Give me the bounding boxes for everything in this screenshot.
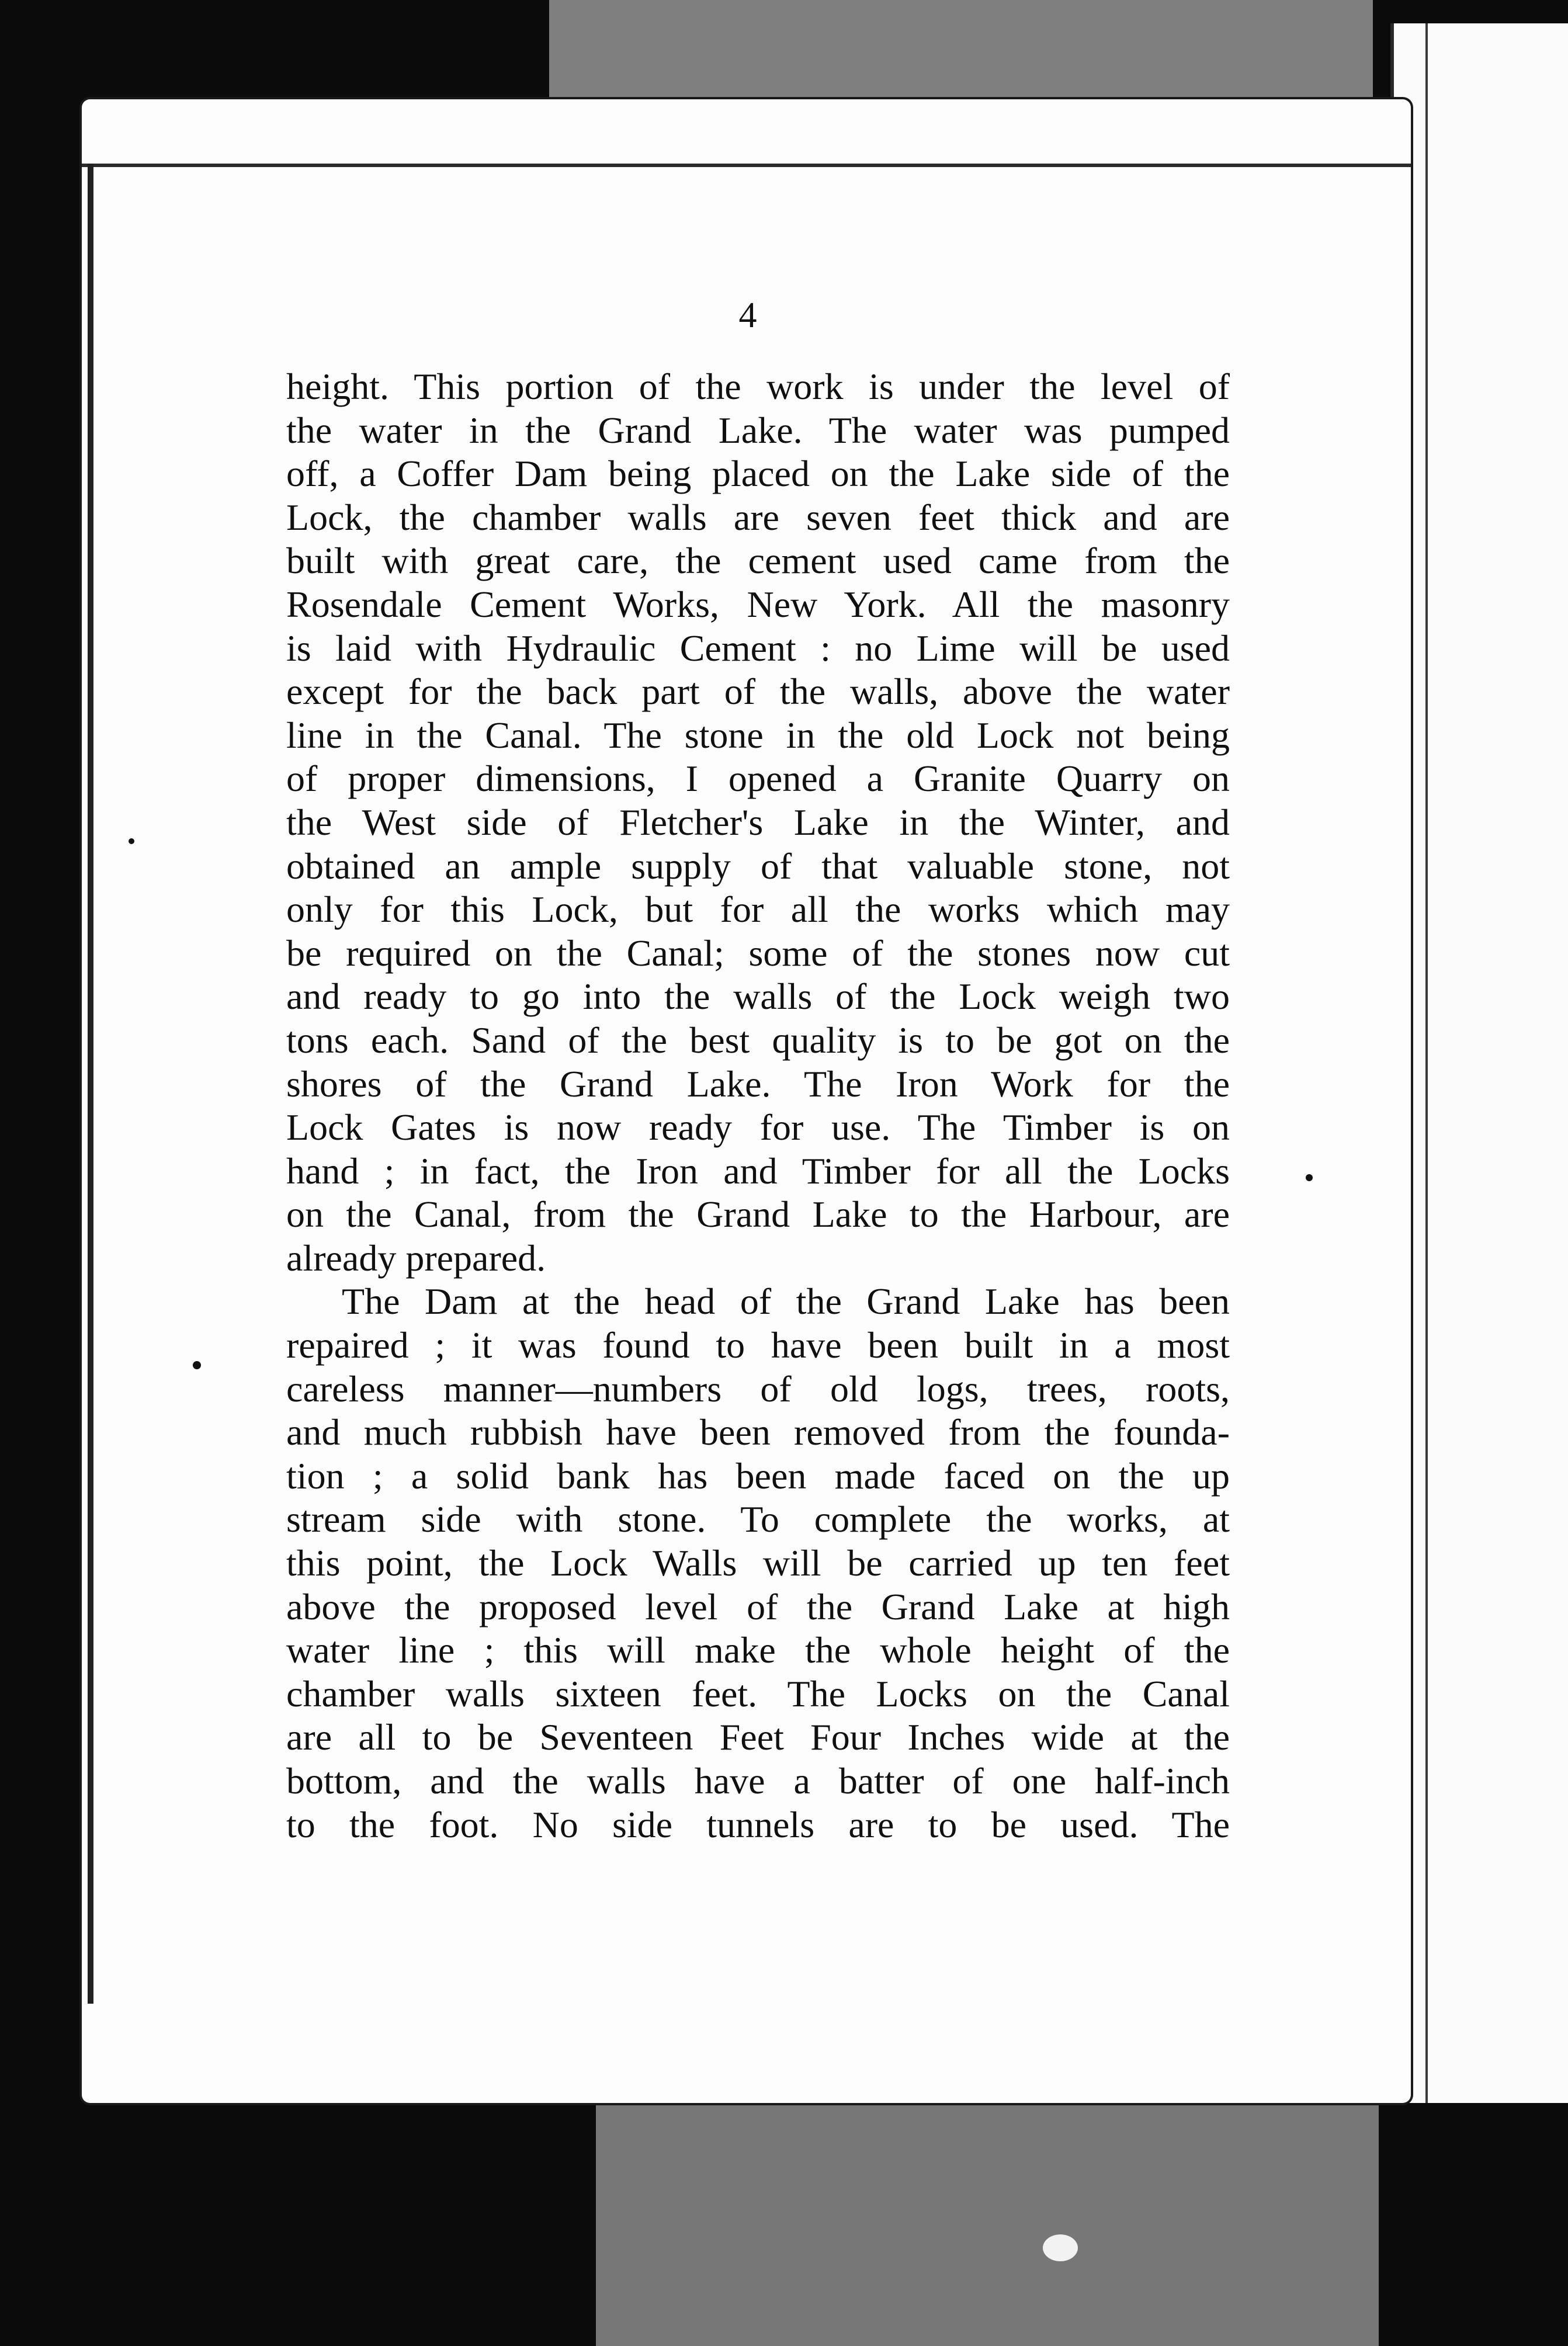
text-line: water line ; this will make the whole height of the: [286, 1629, 1230, 1671]
binding-gutter-top: [549, 0, 1373, 111]
text-line: Lock, the chamber walls are seven feet thick and are: [286, 496, 1230, 538]
text-line: and ready to go into the walls of the Lock weigh two: [286, 976, 1230, 1018]
text-line: stream side with stone. To complete the works, at: [286, 1498, 1230, 1540]
text-line: built with great care, the cement used came from the: [286, 540, 1230, 582]
text-line: already prepared.: [286, 1237, 546, 1279]
text-line: be required on the Canal; some of the stones now cut: [286, 932, 1230, 974]
adjacent-page-edge: [1425, 23, 1428, 2103]
scan-speck: [193, 1361, 201, 1369]
text-line: this point, the Lock Walls will be carried up ten feet: [286, 1542, 1230, 1584]
scan-speck: [1043, 2234, 1078, 2261]
text-line: line in the Canal. The stone in the old Lock not being: [286, 714, 1230, 756]
text-line: only for this Lock, but for all the works which may: [286, 889, 1230, 931]
scan-speck: [129, 838, 134, 844]
text-line: obtained an ample supply of that valuable stone, not: [286, 845, 1230, 887]
text-line: the West side of Fletcher's Lake in the Winter, and: [286, 801, 1230, 843]
text-line: and much rubbish have been removed from the founda-: [286, 1411, 1230, 1453]
body-text: [286, 365, 1230, 1847]
text-line: bottom, and the walls have a batter of one half-inch: [286, 1760, 1230, 1802]
text-line: height. This portion of the work is under the level of: [286, 366, 1230, 407]
text-line: is laid with Hydraulic Cement : no Lime will be used: [286, 627, 1230, 669]
text-line: of proper dimensions, I opened a Granite Quarry on: [286, 758, 1230, 800]
text-line: Rosendale Cement Works, New York. All the masonry: [286, 583, 1230, 625]
scan-speck: [1306, 1174, 1313, 1181]
binding-gutter-bottom: [596, 2068, 1379, 2346]
text-line: are all to be Seventeen Feet Four Inches wide at the: [286, 1716, 1230, 1758]
text-line: careless manner—numbers of old logs, trees, roots,: [286, 1368, 1230, 1410]
text-line: chamber walls sixteen feet. The Locks on the Canal: [286, 1672, 1230, 1715]
text-line: to the foot. No side tunnels are to be used. The: [286, 1803, 1230, 1845]
text-line: tons each. Sand of the best quality is to be got on the: [286, 1019, 1230, 1061]
text-line: repaired ; it was found to have been built in a most: [286, 1324, 1230, 1366]
text-line: hand ; in fact, the Iron and Timber for all the Locks: [286, 1150, 1230, 1192]
page-left-edge: [88, 164, 93, 2004]
text-line: above the proposed level of the Grand Lake at high: [286, 1585, 1230, 1627]
text-line: except for the back part of the walls, above the water: [286, 671, 1230, 713]
text-line: The Dam at the head of the Grand Lake has been: [342, 1280, 1230, 1323]
text-line: Lock Gates is now ready for use. The Timber is on: [286, 1106, 1230, 1148]
page-top-edge: [82, 164, 1411, 167]
page-number: 4: [738, 296, 757, 335]
text-line: tion ; a solid bank has been made faced on the up: [286, 1455, 1230, 1497]
text-line: shores of the Grand Lake. The Iron Work for the: [286, 1063, 1230, 1105]
text-line: on the Canal, from the Grand Lake to the Harbour, are: [286, 1193, 1230, 1236]
text-line: off, a Coffer Dam being placed on the Lake side of the: [286, 453, 1230, 495]
adjacent-page: [1390, 23, 1568, 2103]
text-line: the water in the Grand Lake. The water was pumped: [286, 409, 1230, 451]
